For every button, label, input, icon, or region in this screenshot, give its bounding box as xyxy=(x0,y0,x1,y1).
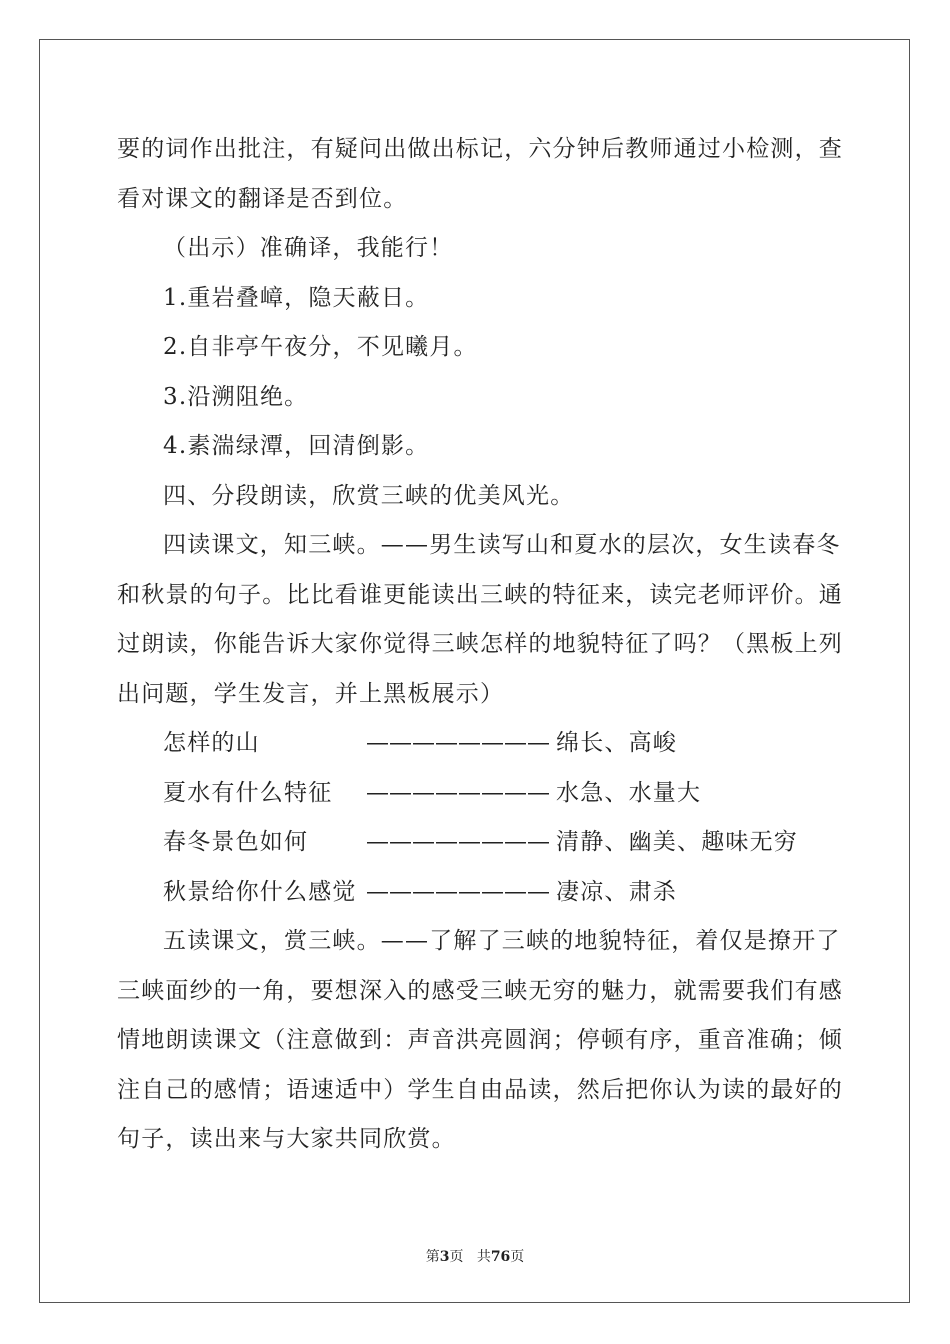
board-question: 秋景给你什么感觉 xyxy=(163,878,357,905)
paragraph-line: 三峡面纱的一角，要想深入的感受三峡无穷的魅力，就需要我们有感 xyxy=(117,977,843,1004)
footer-page-word: 页 xyxy=(449,1249,464,1265)
exercise-item: 2.自非亭午夜分，不见曦月。 xyxy=(163,334,478,360)
board-row xyxy=(117,868,837,918)
exercise-heading: （出示）准确译，我能行！ xyxy=(163,235,454,261)
exercise-item: 1.重岩叠嶂，隐天蔽日。 xyxy=(163,284,430,311)
page-footer xyxy=(0,1246,950,1266)
board-question: 夏水有什么特征 xyxy=(163,779,333,806)
document-body xyxy=(117,125,843,1165)
board-question: 怎样的山 xyxy=(163,730,260,756)
board-row xyxy=(117,769,837,819)
board-dash: ———————— xyxy=(366,829,550,855)
paragraph-line: 句子，读出来与大家共同欣赏。 xyxy=(117,1126,456,1152)
board-row xyxy=(117,719,837,769)
board-question: 春冬景色如何 xyxy=(163,829,309,855)
paragraph-line: 注自己的感情；语速适中）学生自由品读，然后把你认为读的最好的 xyxy=(117,1076,843,1103)
paragraph-line: 出问题，学生发言，并上黑板展示） xyxy=(117,680,505,707)
section-heading: 四、分段朗读，欣赏三峡的优美风光。 xyxy=(163,482,575,509)
footer-prefix: 第 xyxy=(425,1249,440,1265)
board-dash: ———————— xyxy=(366,730,550,756)
board-answer: 水急、水量大 xyxy=(556,779,702,806)
paragraph-line: 看对课文的翻译是否到位。 xyxy=(117,185,408,212)
paragraph-line: 四读课文，知三峡。——男生读写山和夏水的层次，女生读春冬 xyxy=(163,532,841,558)
paragraph-line: 要的词作出批注，有疑问出做出标记，六分钟后教师通过小检测，查 xyxy=(117,136,843,162)
board-row xyxy=(117,818,837,868)
exercise-item: 4.素湍绿潭，回清倒影。 xyxy=(163,433,430,459)
paragraph-line: 情地朗读课文（注意做到：声音洪亮圆润；停顿有序，重音准确；倾 xyxy=(117,1027,843,1053)
paragraph-line: 五读课文，赏三峡。——了解了三峡的地貌特征，着仅是撩开了 xyxy=(163,928,841,954)
board-answer: 绵长、高峻 xyxy=(556,730,677,756)
paragraph-line: 和秋景的句子。比比看谁更能读出三峡的特征来，读完老师评价。通 xyxy=(117,581,843,608)
footer-total-prefix: 共 xyxy=(476,1249,491,1265)
paragraph-line: 过朗读，你能告诉大家你觉得三峡怎样的地貌特征了吗？（黑板上列 xyxy=(117,631,843,657)
footer-total-suffix: 页 xyxy=(510,1249,525,1265)
board-dash: ———————— xyxy=(366,878,550,905)
total-page-count: 76 xyxy=(490,1249,511,1265)
board-answer: 清静、幽美、趣味无穷 xyxy=(556,829,798,855)
board-dash: ———————— xyxy=(366,779,550,806)
current-page-number: 3 xyxy=(439,1249,450,1265)
board-answer: 凄凉、肃杀 xyxy=(556,878,677,905)
exercise-item: 3.沿溯阻绝。 xyxy=(163,383,309,410)
